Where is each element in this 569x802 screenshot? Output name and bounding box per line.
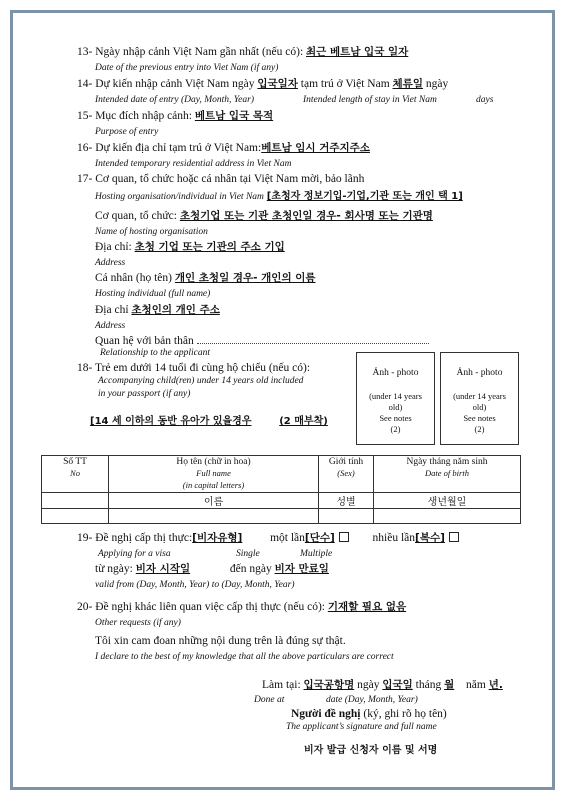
header-dob: Ngày tháng năm sinh Date of birth: [374, 456, 521, 493]
q14-label3: ngày: [425, 78, 449, 90]
q17-org-label: Cơ quan, tổ chức:: [95, 210, 177, 222]
applicant-sub: (ký, ghi rõ họ tên): [363, 708, 447, 720]
q17-line2: [95, 189, 463, 204]
applicant-line: [291, 707, 447, 721]
q19-to-date[interactable]: 비자 만료일: [274, 563, 329, 575]
photo-note2: (2): [474, 424, 485, 434]
q18-label: 18- Trẻ em dưới 14 tuổi đi cùng hộ chiếu (nếu có):: [77, 362, 311, 374]
cell-dob[interactable]: 생년월일: [374, 493, 521, 509]
q15-line: [77, 109, 273, 123]
q18-korean-note: [90, 414, 328, 429]
q14-stay-length[interactable]: 체류일: [392, 78, 423, 90]
photo-sub1: (under 14 years: [453, 391, 506, 401]
q19-visa-type: [비자유형]: [192, 532, 243, 544]
q15-answer[interactable]: 베트남 입국 목적: [194, 110, 274, 122]
q17-addr-english: Address: [95, 258, 126, 268]
q14-english1: Intended date of entry (Day, Month, Year): [95, 95, 255, 105]
q17-addr2-line: [95, 303, 220, 317]
photo-title: Ảnh - photo: [372, 368, 419, 378]
q19-single-label: một lần: [270, 532, 305, 544]
q13-label: 13- Ngày nhập cảnh Việt Nam gần nhất (nếu có):: [77, 46, 304, 58]
sign-en1: Done at: [254, 695, 285, 705]
photo-sub2: old): [388, 402, 403, 412]
sign-place-line: [262, 678, 503, 692]
sign-place-label: Làm tại:: [262, 679, 301, 691]
declaration-vn: Tôi xin cam đoan những nội dung trên là đúng sự thật.: [95, 635, 346, 647]
q14-line: [77, 77, 448, 91]
q14-label2: tạm trú ở Việt Nam: [300, 78, 390, 90]
q16-english: Intended temporary residential address in Viet Nam: [95, 159, 292, 169]
q13-answer[interactable]: 최근 베트남 입국 일자: [306, 46, 409, 58]
q14-label: 14- Dự kiến nhập cảnh Việt Nam ngày: [77, 78, 255, 90]
q17-ind-label: Cá nhân (họ tên): [95, 272, 172, 284]
sign-date-label: ngày: [357, 679, 380, 691]
q16-answer[interactable]: 베트남 임시 거주지주소: [261, 142, 370, 154]
q17-addr2-english: Address: [95, 321, 126, 331]
q15-english: Purpose of entry: [95, 127, 159, 137]
photo-note1: See notes: [379, 413, 412, 423]
sign-en2: date (Day, Month, Year): [326, 695, 418, 705]
q17-addr2-answer[interactable]: 초청인의 개인 주소: [131, 304, 220, 316]
sign-month-label: tháng: [415, 679, 442, 691]
cell-no[interactable]: [42, 493, 109, 509]
q17-ind-line: [95, 271, 316, 285]
q17-org-english: Name of hosting organisation: [95, 227, 208, 237]
q19-english3: Multiple: [300, 549, 333, 559]
q17-addr-line: [95, 240, 285, 254]
single-entry-checkbox[interactable]: [339, 532, 349, 542]
q19-multiple-label: nhiều lần: [372, 532, 416, 544]
q19-single-ko: [단수]: [304, 532, 335, 544]
header-sex: Giới tính (Sex): [319, 456, 374, 493]
signature-instruction: 비자 발급 신청자 이름 및 서명: [304, 745, 438, 756]
q19-english4: valid from (Day, Month, Year) to (Day, Month, Year): [95, 580, 295, 590]
q17-org-line: [95, 209, 433, 223]
q17-addr-answer[interactable]: 초청 기업 또는 기관의 주소 기입: [134, 241, 285, 253]
q19-multiple-ko: [복수]: [415, 532, 445, 544]
q17-english: Hosting organisation/individual in Viet Nam: [95, 192, 264, 202]
q14-entry-date[interactable]: 입국일자: [257, 78, 298, 90]
sign-year-label: năm: [466, 679, 486, 691]
q17-addr2-label: Địa chỉ: [95, 304, 129, 316]
q18-english1: Accompanying child(ren) under 14 years old included: [98, 376, 304, 386]
q19-label: 19- Đề nghị cấp thị thực:: [77, 532, 193, 544]
table-row[interactable]: [42, 509, 521, 524]
q14-english3: days: [476, 95, 494, 105]
applicant-english: The applicant’s signature and full name: [286, 722, 437, 732]
cell-no[interactable]: [42, 509, 109, 524]
table-header-row: [42, 456, 521, 493]
q17-instruction: [초청자 정보기입-기업,기관 또는 개인 택 1]: [266, 191, 463, 202]
sign-airport[interactable]: 입국공항명: [303, 679, 355, 691]
sign-day[interactable]: 입국일: [382, 679, 413, 691]
q17-addr-label: Địa chỉ:: [95, 241, 132, 253]
applicant-signature[interactable]: [304, 743, 437, 758]
q17-rel-english: Relationship to the applicant: [100, 348, 211, 358]
q17-rel-line: [95, 333, 429, 348]
sign-year[interactable]: 년.: [488, 679, 503, 691]
q20-answer[interactable]: 기재할 필요 없음: [327, 601, 407, 613]
q14-english2: Intended length of stay in Viet Nam: [303, 95, 437, 105]
q20-line: [77, 600, 406, 614]
q18-korean1: [14 세 이하의 동반 유아가 있을경우: [90, 416, 252, 427]
header-no: Số TT No: [42, 456, 109, 493]
q19-english2: Single: [236, 549, 260, 559]
cell-sex[interactable]: [319, 509, 374, 524]
q20-label: 20- Đề nghị khác liên quan việc cấp thị thực (nếu có):: [77, 601, 325, 613]
q20-english: Other requests (if any): [95, 618, 181, 628]
table-row[interactable]: [42, 493, 521, 509]
cell-name[interactable]: 이름: [109, 493, 319, 509]
q16-label: 16- Dự kiến địa chỉ tạm trú ở Việt Nam:: [77, 142, 262, 154]
q17-ind-english: Hosting individual (full name): [95, 289, 211, 299]
q16-line: [77, 141, 370, 155]
photo-sub2: old): [472, 402, 487, 412]
q17-rel-label: Quan hệ với bản thân: [95, 335, 194, 347]
header-name: Họ tên (chữ in hoa) Full name (in capital letters): [109, 456, 319, 493]
cell-dob[interactable]: [374, 509, 521, 524]
multiple-entry-checkbox[interactable]: [449, 532, 459, 542]
q19-from-label: từ ngày:: [95, 563, 133, 575]
photo-note1: See notes: [463, 413, 496, 423]
photo-note2: (2): [390, 424, 401, 434]
photo-title: Ảnh - photo: [456, 368, 503, 378]
q13-line: [77, 45, 408, 59]
q19-line: [77, 531, 459, 545]
q15-label: 15- Mục đích nhập cảnh:: [77, 110, 192, 122]
q17-org-answer[interactable]: 초청기업 또는 기관 초청인일 경우- 회사명 또는 기관명: [179, 210, 433, 222]
q17-ind-answer[interactable]: 개인 초청일 경우- 개인의 이름: [174, 272, 316, 284]
q17-label: 17- Cơ quan, tổ chức hoặc cá nhân tại Việt Nam mời, bảo lãnh: [77, 173, 365, 185]
declaration-en: I declare to the best of my knowledge that all the above particulars are correct: [95, 652, 394, 662]
q19-to-label: đến ngày: [229, 563, 272, 575]
q19-dates-line: [95, 562, 329, 576]
q17-rel-field[interactable]: [197, 333, 429, 344]
cell-sex[interactable]: 성별: [319, 493, 374, 509]
photo-sub1: (under 14 years: [369, 391, 422, 401]
applicant-label: Người đề nghị: [291, 708, 361, 720]
sign-month[interactable]: 월: [444, 679, 455, 691]
children-table: [41, 455, 521, 524]
q19-from-date[interactable]: 비자 시작일: [135, 563, 191, 575]
q13-english: Date of the previous entry into Viet Nam (if any): [95, 63, 279, 73]
q18-korean2: (2 매부착): [279, 416, 328, 427]
cell-name[interactable]: [109, 509, 319, 524]
child-photo-box-1[interactable]: [356, 352, 435, 445]
child-photo-box-2[interactable]: [440, 352, 519, 445]
q18-english2: in your passport (if any): [98, 389, 191, 399]
q19-english1: Applying for a visa: [98, 549, 171, 559]
